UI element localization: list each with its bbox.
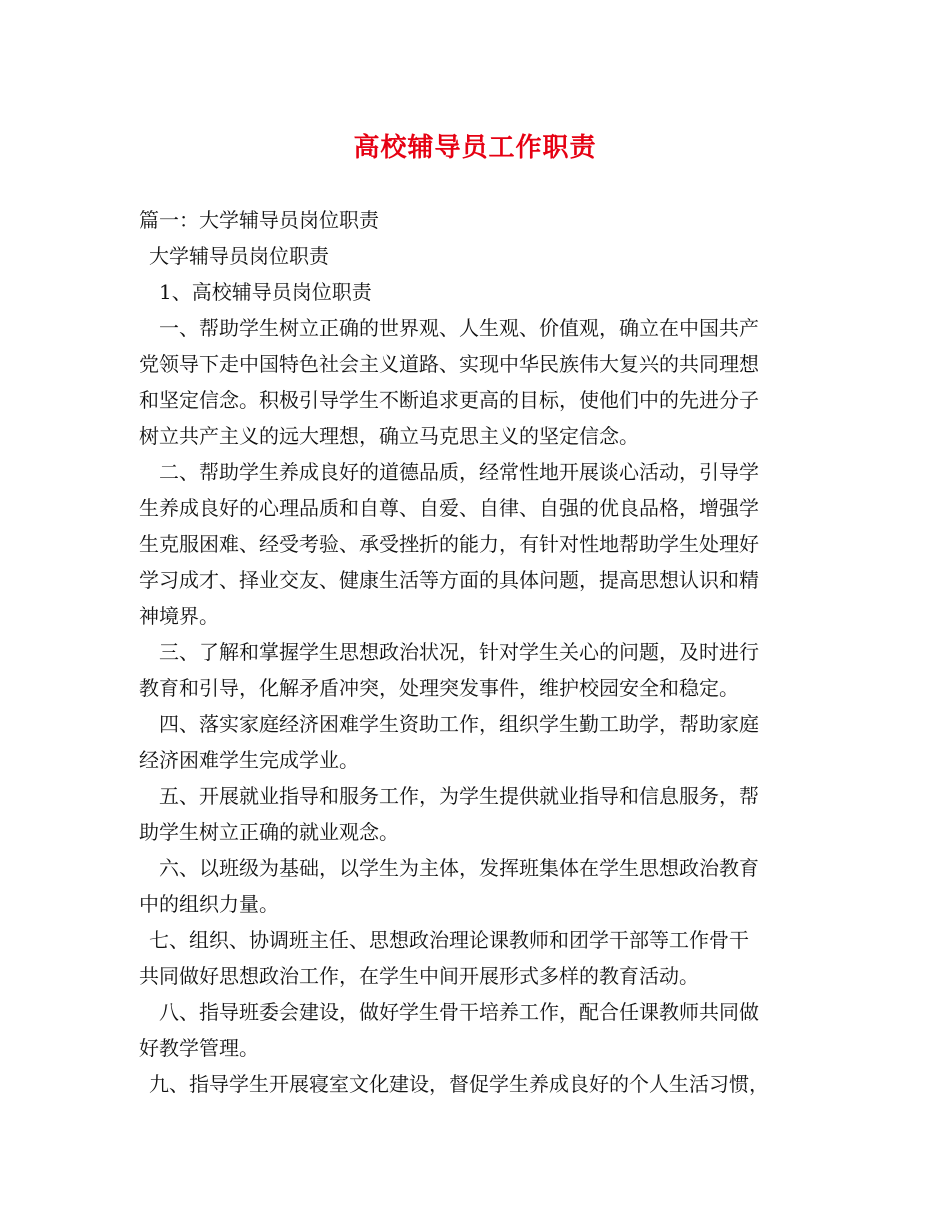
paragraph-line: 树立共产主义的远大理想，确立马克思主义的坚定信念。 (139, 424, 639, 448)
document-body (139, 202, 819, 1102)
paragraph-line: 七、组织、协调班主任、思想政治理论课教师和团学干部等工作骨干 (149, 928, 749, 952)
paragraph-line: 共同做好思想政治工作，在学生中间开展形式多样的教育活动。 (139, 964, 699, 988)
paragraph-line: 九、指导学生开展寝室文化建设，督促学生养成良好的个人生活习惯， (149, 1072, 769, 1096)
paragraph-line: 和坚定信念。积极引导学生不断追求更高的目标，使他们中的先进分子 (139, 388, 759, 412)
paragraph-line: 好教学管理。 (139, 1036, 259, 1060)
paragraph-line: 生克服困难、经受考验、承受挫折的能力，有针对性地帮助学生处理好 (139, 532, 759, 556)
paragraph-line: 神境界。 (139, 604, 219, 628)
paragraph-line: 八、指导班委会建设，做好学生骨干培养工作，配合任课教师共同做 (159, 1000, 759, 1024)
paragraph-line: 六、以班级为基础，以学生为主体，发挥班集体在学生思想政治教育 (159, 856, 759, 880)
paragraph-line: 三、了解和掌握学生思想政治状况，针对学生关心的问题，及时进行 (159, 640, 759, 664)
paragraph-line: 学习成才、择业交友、健康生活等方面的具体问题，提高思想认识和精 (139, 568, 759, 592)
paragraph-line: 二、帮助学生养成良好的道德品质，经常性地开展谈心活动，引导学 (159, 460, 759, 484)
subheading: 1、高校辅导员岗位职责 (159, 280, 372, 304)
paragraph-line: 助学生树立正确的就业观念。 (139, 820, 399, 844)
subheading: 大学辅导员岗位职责 (149, 244, 329, 268)
paragraph-line: 党领导下走中国特色社会主义道路、实现中华民族伟大复兴的共同理想 (139, 352, 759, 376)
paragraph-line: 一、帮助学生树立正确的世界观、人生观、价值观，确立在中国共产 (159, 316, 759, 340)
paragraph-line: 四、落实家庭经济困难学生资助工作，组织学生勤工助学，帮助家庭 (159, 712, 759, 736)
document-title: 高校辅导员工作职责 (353, 133, 597, 163)
paragraph-line: 教育和引导，化解矛盾冲突，处理突发事件，维护校园安全和稳定。 (139, 676, 739, 700)
section-heading: 篇一：大学辅导员岗位职责 (139, 208, 379, 232)
paragraph-line: 生养成良好的心理品质和自尊、自爱、自律、自强的优良品格，增强学 (139, 496, 759, 520)
paragraph-line: 中的组织力量。 (139, 892, 279, 916)
paragraph-line: 经济困难学生完成学业。 (139, 748, 359, 772)
paragraph-line: 五、开展就业指导和服务工作，为学生提供就业指导和信息服务，帮 (159, 784, 759, 808)
